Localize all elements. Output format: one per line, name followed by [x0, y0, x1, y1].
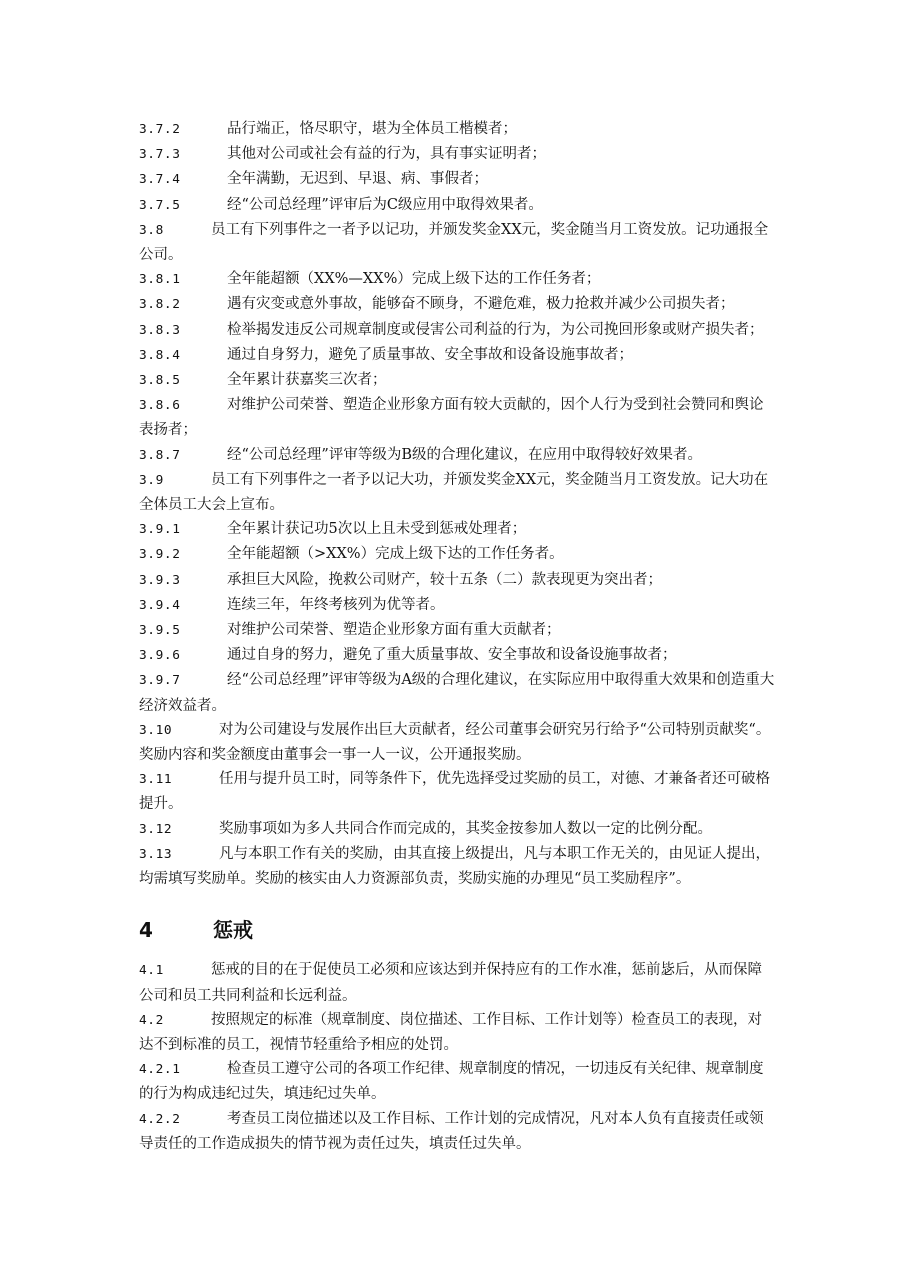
clause-3-8-2 — [139, 292, 775, 317]
clause-number: 4.2 — [139, 1012, 164, 1028]
clause-3-9-6 — [139, 643, 775, 668]
clause-text: 经“公司总经理”评审等级为A级的合理化建议，在实际应用中取得重大效果和创造重大经济效益者。 — [139, 672, 775, 714]
clause-3-8-5 — [139, 368, 775, 393]
section-number: 4 — [139, 918, 153, 943]
clause-3-8-7 — [139, 443, 775, 468]
clause-3-8-3 — [139, 318, 775, 343]
clause-number: 3.8.1 — [139, 272, 181, 288]
clause-3-10 — [139, 718, 775, 767]
section-title: 惩戒 — [213, 918, 253, 943]
clause-number: 3.9.2 — [139, 547, 181, 563]
section-4-list — [139, 958, 775, 1156]
clause-text: 对维护公司荣誉、塑造企业形象方面有重大贡献者； — [227, 622, 561, 639]
clause-number: 3.9.5 — [139, 623, 181, 639]
clause-number: 3.9 — [139, 472, 164, 488]
clause-4-2-2 — [139, 1107, 775, 1156]
clause-text: 员工有下列事件之一者予以记大功，并颁发奖金XX元，奖金随当月工资发放。记大功在全体员工大会上宣布。 — [139, 471, 769, 514]
clause-text: 检举揭发违反公司规章制度或侵害公司利益的行为，为公司挽回形象或财产损失者； — [227, 321, 764, 338]
clause-number: 3.10 — [139, 722, 173, 738]
clause-number: 3.7.5 — [139, 197, 181, 213]
clause-text: 全年累计获嘉奖三次者； — [227, 372, 387, 389]
clause-text: 遇有灾变或意外事故，能够奋不顾身，不避危难，极力抢救并减少公司损失者； — [227, 296, 735, 313]
clause-3-9 — [139, 468, 775, 517]
clause-text: 检查员工遵守公司的各项工作纪律、规章制度的情况，一切违反有关纪律、规章制度的行为构成违纪过失，填违纪过失单。 — [139, 1061, 764, 1103]
clause-3-9-3 — [139, 568, 775, 593]
clause-text: 按照规定的标准（规章制度、岗位描述、工作目标、工作计划等）检查员工的表现，对达不到标准的员工，视情节轻重给予相应的处罚。 — [139, 1011, 762, 1053]
clause-number: 3.7.4 — [139, 172, 181, 188]
clause-3-7-3 — [139, 142, 775, 167]
document-body — [139, 117, 775, 1156]
clause-text: 任用与提升员工时，同等条件下，优先选择受过奖励的员工，对德、才兼备者还可破格提升。 — [139, 771, 770, 813]
clause-text: 全年累计获记功5次以上且未受到惩戒处理者； — [227, 521, 527, 538]
clause-number: 3.9.4 — [139, 597, 181, 613]
clause-text: 全年能超额（XX%—XX%）完成上级下达的工作任务者； — [227, 271, 601, 288]
clause-number: 4.2.2 — [139, 1111, 181, 1127]
clause-text: 经“公司总经理”评审后为C级应用中取得效果者。 — [227, 196, 543, 213]
section-4-heading — [139, 916, 775, 944]
clause-3-8-6 — [139, 393, 775, 442]
clause-number: 3.9.1 — [139, 522, 181, 538]
clause-3-7-5 — [139, 193, 775, 218]
clause-number: 3.7.3 — [139, 147, 181, 163]
clause-3-8-4 — [139, 343, 775, 368]
clause-3-9-5 — [139, 618, 775, 643]
clause-number: 3.8.5 — [139, 373, 181, 389]
clause-number: 3.8.6 — [139, 398, 181, 414]
clause-number: 4.1 — [139, 963, 164, 979]
section-3-list — [139, 117, 775, 891]
clause-text: 经“公司总经理”评审等级为B级的合理化建议，在应用中取得较好效果者。 — [227, 446, 702, 463]
clause-number: 4.2.1 — [139, 1062, 181, 1078]
clause-text: 凡与本职工作有关的奖励，由其直接上级提出，凡与本职工作无关的，由见证人提出，均需填写奖励单。奖励的核实由人力资源部负责，奖励实施的办理见“员工奖励程序”。 — [139, 845, 770, 888]
clause-3-12 — [139, 817, 775, 842]
clause-3-9-4 — [139, 593, 775, 618]
clause-text: 对为公司建设与发展作出巨大贡献者，经公司董事会研究另行给予“公司特别贡献奖“。奖励内容和奖金额度由董事会一事一人一议，公开通报奖励。 — [139, 721, 771, 764]
clause-3-9-7 — [139, 668, 775, 717]
clause-3-8 — [139, 218, 775, 267]
clause-3-7-4 — [139, 167, 775, 192]
clause-3-11 — [139, 767, 775, 816]
clause-text: 通过自身努力，避免了质量事故、安全事故和设备设施事故者； — [227, 346, 633, 363]
clause-number: 3.12 — [139, 821, 173, 837]
clause-4-2 — [139, 1008, 775, 1057]
clause-text: 全年能超额（>XX%）完成上级下达的工作任务者。 — [227, 546, 564, 563]
clause-4-1 — [139, 958, 775, 1007]
clause-3-7-2 — [139, 117, 775, 142]
clause-3-8-1 — [139, 267, 775, 292]
clause-number: 3.13 — [139, 846, 173, 862]
clause-number: 3.9.7 — [139, 673, 181, 689]
clause-number: 3.8 — [139, 222, 164, 238]
clause-3-13 — [139, 842, 775, 891]
clause-3-9-2 — [139, 542, 775, 567]
clause-3-9-1 — [139, 517, 775, 542]
clause-text: 全年满勤，无迟到、早退、病、事假者； — [227, 171, 488, 188]
clause-number: 3.11 — [139, 772, 173, 788]
clause-number: 3.8.7 — [139, 447, 181, 463]
clause-number: 3.7.2 — [139, 122, 181, 137]
clause-number: 3.9.3 — [139, 572, 181, 588]
clause-text: 承担巨大风险，挽救公司财产，较十五条（二）款表现更为突出者； — [227, 571, 662, 588]
clause-text: 连续三年，年终考核列为优等者。 — [227, 596, 445, 613]
clause-text: 品行端正，恪尽职守，堪为全体员工楷模者； — [227, 121, 517, 137]
clause-number: 3.8.2 — [139, 297, 181, 313]
clause-text: 通过自身的努力，避免了重大质量事故、安全事故和设备设施事故者； — [227, 647, 677, 664]
clause-text: 对维护公司荣誉、塑造企业形象方面有较大贡献的，因个人行为受到社会赞同和舆论表扬者； — [139, 397, 764, 439]
clause-text: 员工有下列事件之一者予以记功，并颁发奖金XX元，奖金随当月工资发放。记功通报全公司。 — [139, 221, 769, 264]
clause-4-2-1 — [139, 1057, 775, 1106]
clause-text: 奖励事项如为多人共同合作而完成的，其奖金按参加人数以一定的比例分配。 — [219, 820, 712, 837]
clause-number: 3.8.3 — [139, 322, 181, 338]
clause-text: 考查员工岗位描述以及工作目标、工作计划的完成情况，凡对本人负有直接责任或领导责任的工作造成损失的情节视为责任过失，填责任过失单。 — [139, 1110, 764, 1152]
clause-text: 惩戒的目的在于促使员工必须和应该达到并保持应有的工作水准，惩前毖后，从而保障公司和员工共同利益和长远利益。 — [139, 962, 762, 1004]
clause-number: 3.9.6 — [139, 648, 181, 664]
clause-text: 其他对公司或社会有益的行为，具有事实证明者； — [227, 146, 546, 163]
clause-number: 3.8.4 — [139, 347, 181, 363]
